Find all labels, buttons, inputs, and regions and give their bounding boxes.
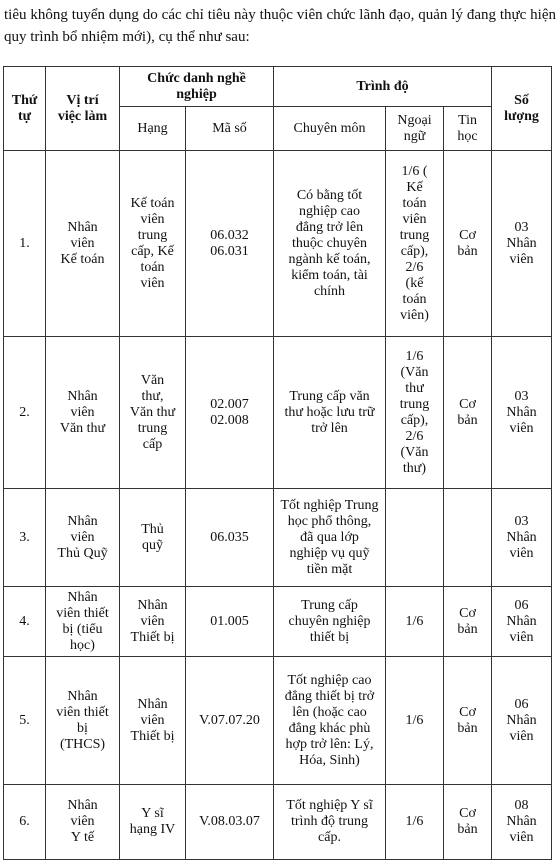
cell-hang: Nhân viên Thiết bị (120, 657, 186, 785)
cell-stt: 4. (4, 587, 46, 657)
cell-chuyenmon: Tốt nghiệp cao đẳng thiết bị trở lên (hoặc cao đẳng khác phù hợp trở lên: Lý, Hóa, Sinh) (274, 657, 386, 785)
header-ngoai-ngu: Ngoại ngữ (386, 107, 444, 151)
cell-maso: 06.035 (186, 489, 274, 587)
cell-ngoaingu: 1/6 (386, 657, 444, 785)
header-chuyen-mon: Chuyên môn (274, 107, 386, 151)
cell-vitri: Nhân viên Thủ Quỹ (46, 489, 120, 587)
cell-maso: 02.007 02.008 (186, 337, 274, 489)
cell-tinhoc: Cơ bản (444, 657, 492, 785)
cell-vitri: Nhân viên thiết bị (tiểu học) (46, 587, 120, 657)
cell-chuyenmon: Tốt nghiệp Y sĩ trình độ trung cấp. (274, 785, 386, 860)
header-ma-so: Mã số (186, 107, 274, 151)
cell-hang: Y sĩ hạng IV (120, 785, 186, 860)
cell-soluong: 06 Nhân viên (492, 587, 552, 657)
header-chuc-danh: Chức danh nghề nghiệp (120, 67, 274, 107)
cell-chuyenmon: Tốt nghiệp Trung học phổ thông, đã qua lớp nghiệp vụ quỹ tiền mặt (274, 489, 386, 587)
header-thu-tu: Thứ tự (4, 67, 46, 151)
table-row (4, 337, 552, 489)
cell-maso: V.07.07.20 (186, 657, 274, 785)
cell-maso: 01.005 (186, 587, 274, 657)
cell-tinhoc: Cơ bản (444, 785, 492, 860)
table-row (4, 587, 552, 657)
cell-soluong: 06 Nhân viên (492, 657, 552, 785)
header-hang: Hạng (120, 107, 186, 151)
cell-hang: Văn thư, Văn thư trung cấp (120, 337, 186, 489)
intro-paragraph: tiêu không tuyển dụng do các chỉ tiêu này thuộc viên chức lãnh đạo, quản lý đang thực hiện quy trình bổ nhiệm mới), cụ thể như sau: (4, 7, 556, 45)
table-row (4, 785, 552, 860)
cell-hang: Thủ quỹ (120, 489, 186, 587)
cell-ngoaingu: 1/6 ( Kế toán viên trung cấp), 2/6 (kế toán viên) (386, 151, 444, 337)
cell-stt: 2. (4, 337, 46, 489)
cell-vitri: Nhân viên thiết bị (THCS) (46, 657, 120, 785)
table-row (4, 489, 552, 587)
cell-soluong: 03 Nhân viên (492, 489, 552, 587)
cell-ngoaingu: 1/6 (386, 785, 444, 860)
cell-tinhoc: Cơ bản (444, 337, 492, 489)
cell-ngoaingu: 1/6 (386, 587, 444, 657)
cell-soluong: 08 Nhân viên (492, 785, 552, 860)
cell-stt: 5. (4, 657, 46, 785)
cell-vitri: Nhân viên Kế toán (46, 151, 120, 337)
cell-tinhoc (444, 489, 492, 587)
cell-ngoaingu: 1/6 (Văn thư trung cấp), 2/6 (Văn thư) (386, 337, 444, 489)
cell-tinhoc: Cơ bản (444, 587, 492, 657)
header-trinh-do: Trình độ (274, 67, 492, 107)
cell-tinhoc: Cơ bản (444, 151, 492, 337)
cell-chuyenmon: Trung cấp chuyên nghiệp thiết bị (274, 587, 386, 657)
cell-stt: 3. (4, 489, 46, 587)
table-row (4, 151, 552, 337)
staffing-table (3, 66, 552, 860)
cell-maso: 06.032 06.031 (186, 151, 274, 337)
cell-stt: 1. (4, 151, 46, 337)
header-so-luong: Số lượng (492, 67, 552, 151)
table-row (4, 657, 552, 785)
cell-vitri: Nhân viên Y tế (46, 785, 120, 860)
cell-hang: Nhân viên Thiết bị (120, 587, 186, 657)
cell-chuyenmon: Có bằng tốt nghiệp cao đẳng trở lên thuộc chuyên ngành kế toán, kiểm toán, tài chính (274, 151, 386, 337)
cell-hang: Kế toán viên trung cấp, Kế toán viên (120, 151, 186, 337)
cell-vitri: Nhân viên Văn thư (46, 337, 120, 489)
cell-ngoaingu (386, 489, 444, 587)
header-vi-tri: Vị trí việc làm (46, 67, 120, 151)
cell-soluong: 03 Nhân viên (492, 151, 552, 337)
cell-stt: 6. (4, 785, 46, 860)
cell-maso: V.08.03.07 (186, 785, 274, 860)
header-tin-hoc: Tin học (444, 107, 492, 151)
cell-soluong: 03 Nhân viên (492, 337, 552, 489)
cell-chuyenmon: Trung cấp văn thư hoặc lưu trữ trở lên (274, 337, 386, 489)
